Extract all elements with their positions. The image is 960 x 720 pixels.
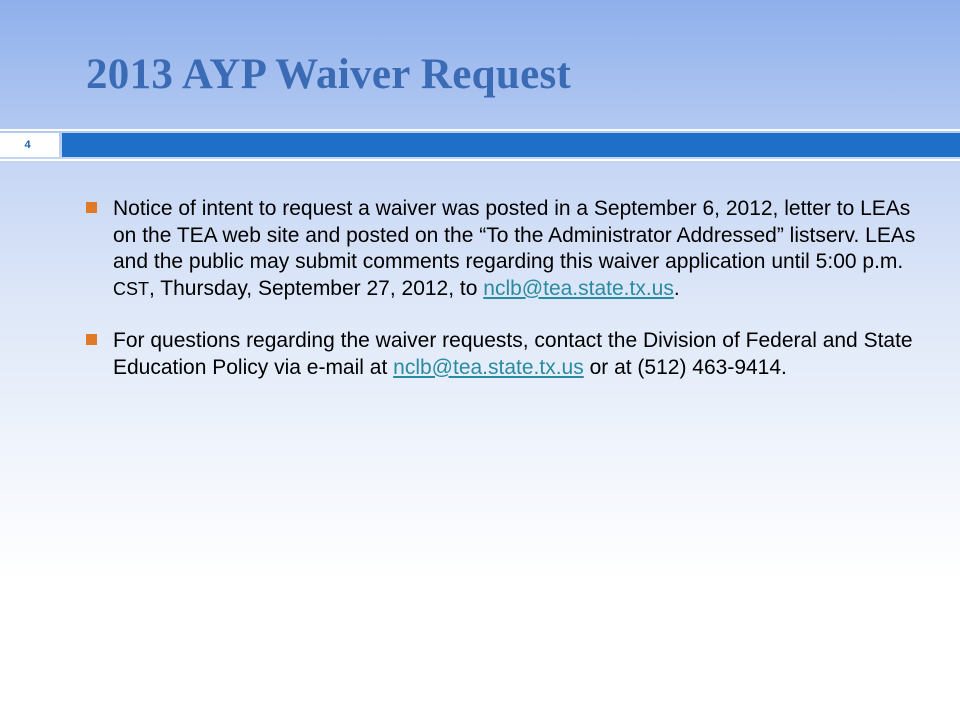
slide-content (86, 196, 916, 381)
header-rule-top (0, 129, 960, 131)
bullet-text: , Thursday, September 27, 2012, to (149, 276, 484, 300)
bullet-item-questions (86, 328, 916, 381)
bullet-text: For questions regarding the waiver requests, contact the Division of Federal and State Education Policy via e-mail at (113, 329, 913, 379)
email-link[interactable]: nclb@tea.state.tx.us (483, 276, 674, 300)
bullet-text: Notice of intent to request a waiver was posted in a September 6, 2012, letter to LEAs on the TEA web site and posted on the “To the Administrator Addressed” listserv. LEAs and the public may submit comments regarding this waiver application until 5:00 p.m. (113, 197, 916, 273)
page-number: 4 (24, 139, 31, 151)
square-bullet-icon (86, 202, 97, 213)
header-band (62, 133, 960, 157)
slide-title: 2013 AYP Waiver Request (86, 51, 572, 98)
bullet-text: or at (512) 463-9414. (583, 355, 787, 379)
email-link[interactable]: nclb@tea.state.tx.us (393, 355, 584, 379)
square-bullet-icon (86, 334, 97, 345)
bullet-item-notice (86, 196, 916, 302)
bullet-text: . (673, 276, 680, 300)
header-rule-bottom (0, 159, 960, 161)
timezone-text: CST (113, 278, 149, 299)
